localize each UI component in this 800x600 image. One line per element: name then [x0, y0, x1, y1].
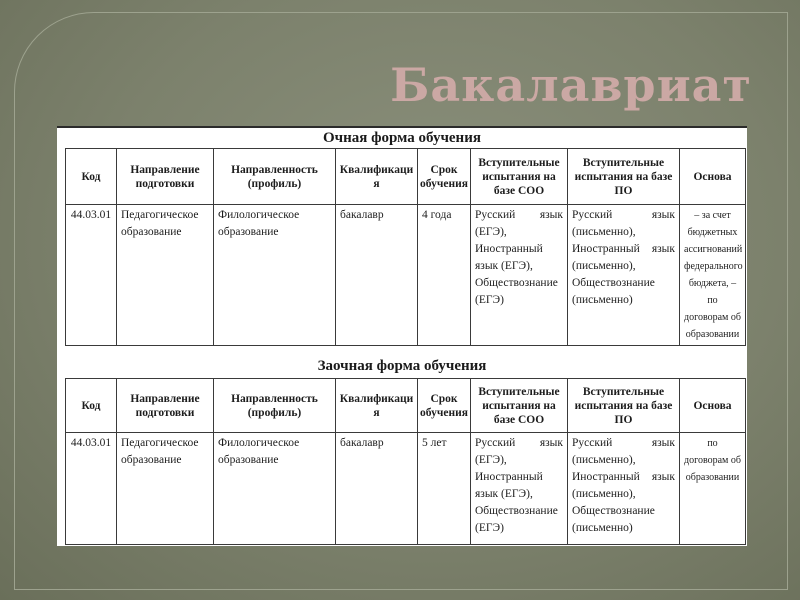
- header-basis: Основа: [680, 379, 746, 433]
- cell-direction: Педагогическое образование: [117, 433, 214, 545]
- exam-line: Русский язык (письменно),: [572, 209, 675, 238]
- cell-basis: по договорам об образовании: [680, 433, 746, 545]
- cell-code: 44.03.01: [66, 433, 117, 545]
- slide-title: Бакалавриат: [390, 58, 752, 112]
- document-image: [57, 128, 747, 546]
- cell-direction: Педагогическое образование: [117, 205, 214, 346]
- header-term: Срок обучения: [418, 379, 471, 433]
- cell-code: 44.03.01: [66, 205, 117, 346]
- exam-line: Иностранный язык (ЕГЭ),: [475, 471, 543, 500]
- cell-exams-soo: [471, 205, 568, 346]
- header-exams-soo: Вступительные испытания на базе СОО: [471, 379, 568, 433]
- cell-exams-soo: [471, 433, 568, 545]
- cell-qualification: бакалавр: [336, 205, 418, 346]
- cell-exams-po: [568, 205, 680, 346]
- header-code: Код: [66, 379, 117, 433]
- exam-line: Обществознание (письменно): [572, 505, 655, 534]
- header-direction: Направление подготовки: [117, 149, 214, 205]
- header-exams-po: Вступительные испытания на базе ПО: [568, 149, 680, 205]
- table-row: [66, 433, 746, 545]
- header-basis: Основа: [680, 149, 746, 205]
- cell-profile: Филологическое образование: [214, 205, 336, 346]
- header-direction: Направление подготовки: [117, 379, 214, 433]
- cell-term: 5 лет: [418, 433, 471, 545]
- table-header-row: [66, 149, 746, 205]
- table-row: [66, 205, 746, 346]
- program-table-fulltime: [65, 148, 746, 346]
- cell-qualification: бакалавр: [336, 433, 418, 545]
- section-title-correspondence: Заочная форма обучения: [317, 358, 487, 374]
- cell-exams-po: [568, 433, 680, 545]
- exam-line: Иностранный язык (ЕГЭ),: [475, 243, 543, 272]
- exam-line: Иностранный язык (письменно),: [572, 471, 675, 500]
- exam-line: Обществознание (ЕГЭ): [475, 277, 558, 306]
- cell-basis: – за счет бюджетных ассигнований федерального бюджета, – по договорам об образовании: [680, 205, 746, 346]
- header-profile: Направленность (профиль): [214, 149, 336, 205]
- section-title-fulltime: Очная форма обучения: [323, 130, 481, 146]
- cell-term: 4 года: [418, 205, 471, 346]
- exam-line: Русский язык (ЕГЭ),: [475, 437, 563, 466]
- header-exams-po: Вступительные испытания на базе ПО: [568, 379, 680, 433]
- header-code: Код: [66, 149, 117, 205]
- exam-line: Обществознание (ЕГЭ): [475, 505, 558, 534]
- header-term: Срок обучения: [418, 149, 471, 205]
- program-table-correspondence: [65, 378, 746, 545]
- header-profile: Направленность (профиль): [214, 379, 336, 433]
- cell-profile: Филологическое образование: [214, 433, 336, 545]
- header-qualification: Квалификаци я: [336, 379, 418, 433]
- exam-line: Обществознание (письменно): [572, 277, 655, 306]
- exam-line: Русский язык (письменно),: [572, 437, 675, 466]
- table-header-row: [66, 379, 746, 433]
- exam-line: Русский язык (ЕГЭ),: [475, 209, 563, 238]
- header-qualification: Квалификаци я: [336, 149, 418, 205]
- header-exams-soo: Вступительные испытания на базе СОО: [471, 149, 568, 205]
- exam-line: Иностранный язык (письменно),: [572, 243, 675, 272]
